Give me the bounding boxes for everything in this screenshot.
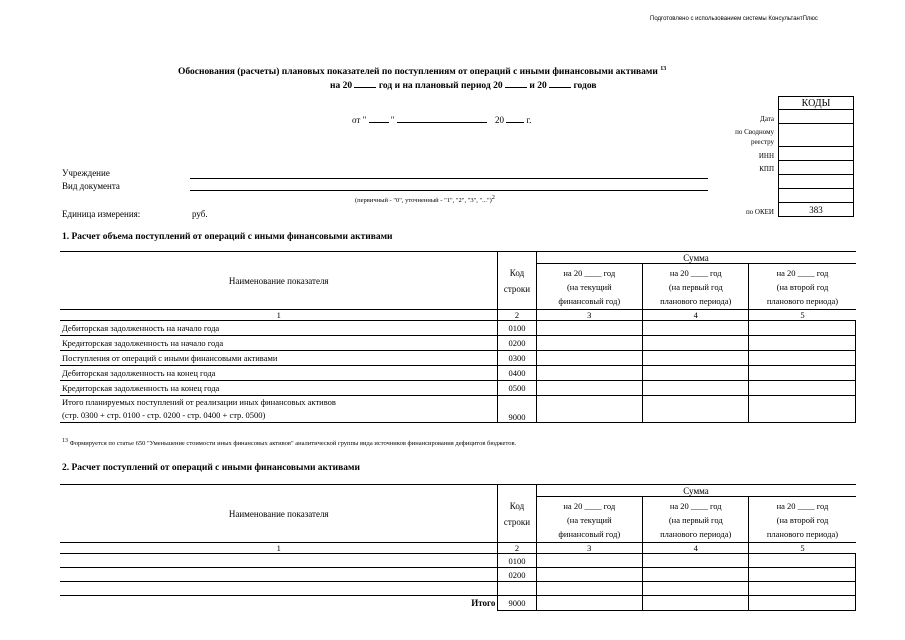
s1-cell-input[interactable] (643, 351, 749, 366)
s2-total-code: 9000 (498, 596, 536, 611)
s2-num-1: 1 (60, 543, 498, 554)
institution-label: Учреждение (62, 168, 110, 178)
title-line-1: Обоснования (расчеты) плановых показателей по поступлениям от операций с иными финансовыми активами (178, 67, 658, 78)
s1-cell-input[interactable] (536, 366, 642, 381)
s1-row-code: 0100 (498, 321, 536, 336)
s1-cell-input[interactable] (643, 366, 749, 381)
section1-table (60, 251, 856, 423)
date-year-field[interactable] (506, 114, 524, 123)
s2-cell-input[interactable] (749, 582, 856, 596)
code-inn-cell[interactable] (779, 147, 854, 161)
s1-col4-header: на 20 ____ год (на первый год планового периода) (643, 264, 749, 310)
table-row (60, 336, 856, 351)
table-row-total (60, 396, 856, 423)
s2-cell-input[interactable] (643, 596, 749, 611)
s2-col-sum-header: Сумма (536, 485, 855, 497)
code-doctype-cell[interactable] (779, 175, 854, 189)
s2-cell-input[interactable] (643, 568, 749, 582)
unit-label: Единица измерения: (62, 209, 141, 219)
s1-cell-input[interactable] (536, 351, 642, 366)
s1-col-code-header: Код строки (498, 252, 536, 310)
s1-row-name: Поступления от операций с иными финансовыми активами (60, 351, 498, 366)
footnote: 13 Формируется по статье 650 "Уменьшение стоимости иных финансовых активов" аналитической группы вида источников финансирования дефицитов бюджетов. (62, 438, 517, 448)
table-row-blank (60, 582, 856, 596)
s1-row-name: Кредиторская задолженность на конец года (60, 381, 498, 396)
s1-cell-input[interactable] (749, 381, 856, 396)
table-row (60, 351, 856, 366)
s2-num-3: 3 (536, 543, 642, 554)
section1-title: 1. Расчет объема поступлений от операций с иными финансовыми активами (62, 232, 393, 242)
date-month-field[interactable] (397, 114, 487, 123)
s1-cell-input[interactable] (643, 396, 749, 423)
s2-cell-input[interactable] (749, 596, 856, 611)
codes-box (778, 96, 854, 217)
s2-row-code: 0200 (498, 568, 536, 582)
s2-cell-input[interactable] (749, 554, 856, 568)
s1-cell-input[interactable] (643, 381, 749, 396)
s1-row-code: 0500 (498, 381, 536, 396)
table-row (60, 554, 856, 568)
table-row (60, 321, 856, 336)
s1-col3-header: на 20 ____ год (на текущий финансовый год) (536, 264, 642, 310)
s2-col-code-header: Код строки (498, 485, 536, 543)
s1-cell-input[interactable] (536, 396, 642, 423)
s1-cell-input[interactable] (536, 321, 642, 336)
doc-type-hint: (первичный - "0", уточненный - "1", "2", "3", "...")2 (355, 195, 495, 205)
codes-labels: Дата по Сводному реестру ИНН КПП (735, 115, 774, 173)
s1-cell-input[interactable] (536, 381, 642, 396)
table-row-total (60, 596, 856, 611)
s1-cell-input[interactable] (643, 336, 749, 351)
s1-col-name-header: Наименование показателя (60, 252, 498, 310)
codes-header: КОДЫ (779, 97, 854, 110)
s2-col-name-header: Наименование показателя (60, 485, 498, 543)
s1-row-code: 0400 (498, 366, 536, 381)
s1-cell-input[interactable] (536, 336, 642, 351)
section2-title: 2. Расчет поступлений от операций с иными финансовыми активами (62, 463, 360, 473)
s1-cell-input[interactable] (749, 321, 856, 336)
s2-row-code: 0100 (498, 554, 536, 568)
s1-total-name: Итого планируемых поступлений от реализации иных финансовых активов (стр. 0300 + стр. 0100 - стр. 0200 - стр. 0400 + стр. 0500) (60, 396, 498, 423)
s1-cell-input[interactable] (749, 336, 856, 351)
s1-cell-input[interactable] (749, 351, 856, 366)
code-okei-cell: 383 (779, 203, 854, 217)
header-note: Подготовлено с использованием системы КонсультантПлюс (650, 16, 818, 22)
s2-cell-input[interactable] (536, 568, 642, 582)
doc-type-field[interactable] (190, 190, 708, 191)
okei-label: по ОКЕИ (745, 208, 774, 216)
table-row (60, 381, 856, 396)
s2-total-name: Итого (60, 596, 498, 611)
code-registry-cell[interactable] (779, 124, 854, 147)
s2-col4-header: на 20 ____ год (на первый год планового периода) (643, 497, 749, 543)
date-line: от " " 20 г. (352, 115, 532, 125)
s1-cell-input[interactable] (749, 396, 856, 423)
s2-row-name-input[interactable] (60, 554, 498, 568)
s1-num-1: 1 (60, 310, 498, 321)
doc-type-label: Вид документа (62, 181, 120, 191)
date-day-field[interactable] (369, 114, 389, 123)
document-title (178, 66, 738, 77)
s1-col-sum-header: Сумма (536, 252, 855, 264)
s2-cell-input[interactable] (749, 568, 856, 582)
section2-table (60, 484, 856, 611)
institution-field[interactable] (190, 178, 708, 179)
s2-row-name-input[interactable] (60, 568, 498, 582)
s1-cell-input[interactable] (749, 366, 856, 381)
code-date-cell[interactable] (779, 110, 854, 124)
s1-num-5: 5 (749, 310, 856, 321)
s2-col3-header: на 20 ____ год (на текущий финансовый год) (536, 497, 642, 543)
s1-row-name: Дебиторская задолженность на конец года (60, 366, 498, 381)
unit-value: руб. (192, 209, 208, 219)
title-footnote-mark: 13 (660, 66, 667, 72)
s2-cell-input[interactable] (536, 554, 642, 568)
s2-cell-input[interactable] (536, 582, 642, 596)
s1-row-name: Дебиторская задолженность на начало года (60, 321, 498, 336)
s1-row-code: 0300 (498, 351, 536, 366)
s1-num-4: 4 (643, 310, 749, 321)
s1-row-name: Кредиторская задолженность на начало года (60, 336, 498, 351)
s2-num-5: 5 (749, 543, 856, 554)
s1-total-code: 9000 (498, 396, 536, 423)
s1-num-3: 3 (536, 310, 642, 321)
s2-num-4: 4 (643, 543, 749, 554)
s2-num-2: 2 (498, 543, 536, 554)
s2-col5-header: на 20 ____ год (на второй год планового периода) (749, 497, 856, 543)
s1-num-2: 2 (498, 310, 536, 321)
s2-row-name-input[interactable] (60, 582, 498, 596)
title-line-2: на 20 год и на плановый период 20 и 20 годов (330, 81, 597, 91)
code-kpp-cell[interactable] (779, 161, 854, 175)
s2-row-code (498, 582, 536, 596)
code-blank-cell[interactable] (779, 189, 854, 203)
s1-cell-input[interactable] (643, 321, 749, 336)
s2-cell-input[interactable] (643, 554, 749, 568)
s2-cell-input[interactable] (643, 582, 749, 596)
s1-col5-header: на 20 ____ год (на второй год планового периода) (749, 264, 856, 310)
table-row (60, 366, 856, 381)
s2-cell-input[interactable] (536, 596, 642, 611)
s1-row-code: 0200 (498, 336, 536, 351)
table-row (60, 568, 856, 582)
